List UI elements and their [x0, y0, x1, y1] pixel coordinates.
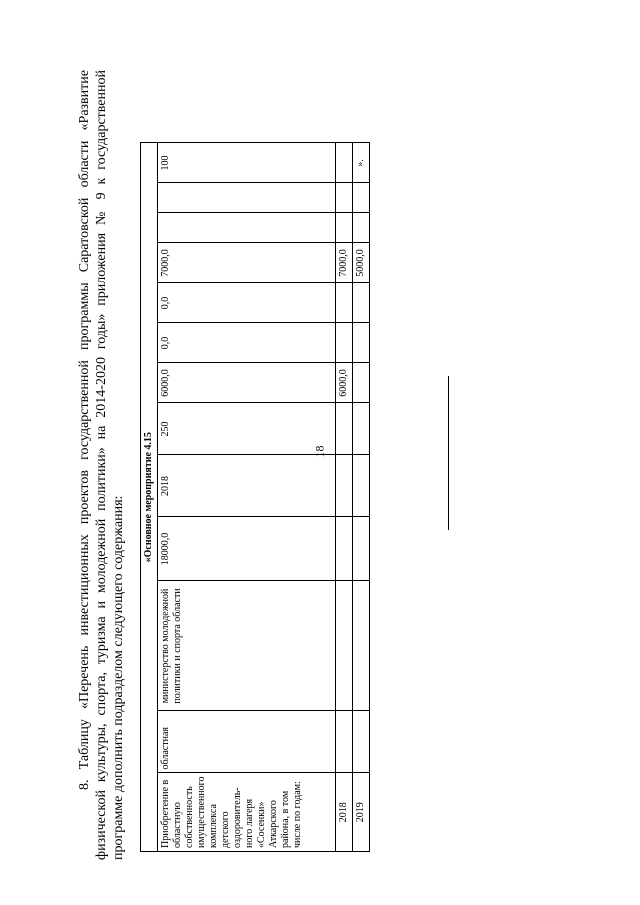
empty-cell [353, 323, 370, 363]
page-number: 18 [312, 445, 327, 458]
value-2019-4: 5000,0 [353, 243, 370, 283]
empty-cell [353, 363, 370, 403]
closing-rule [448, 376, 449, 530]
empty-cell [353, 517, 370, 581]
rotated-content [76, 60, 636, 860]
year-label-2019: 2019 [353, 773, 370, 852]
empty-cell [336, 213, 353, 243]
empty-cell [336, 455, 353, 517]
empty-cell [336, 517, 353, 581]
table-row-main [158, 143, 336, 852]
empty-cell [353, 283, 370, 323]
empty-cell [336, 283, 353, 323]
value-2018-7 [336, 143, 353, 183]
project-name-cell: Приобретение в областную собственность имущественного комплекса детского оздоровитель-ного лагеря «Сосенки» Аткарского района, в том числе по годам: [158, 773, 336, 852]
value-cell-6 [158, 183, 336, 213]
capacity-cell: 250 [158, 403, 336, 455]
empty-cell [353, 403, 370, 455]
empty-cell [336, 183, 353, 213]
empty-cell [353, 213, 370, 243]
intro-paragraph [76, 70, 127, 860]
table-row-2019 [353, 143, 370, 852]
table-section-row [141, 143, 158, 852]
value-cell-5 [158, 213, 336, 243]
empty-cell [353, 183, 370, 213]
empty-cell [353, 581, 370, 711]
executor-cell: министерство молодежной политики и спорта области [158, 581, 336, 711]
empty-cell [336, 403, 353, 455]
empty-cell [353, 455, 370, 517]
empty-cell [353, 711, 370, 773]
value-2018-1: 6000,0 [336, 363, 353, 403]
empty-cell [336, 711, 353, 773]
year-cell: 2018 [158, 455, 336, 517]
value-2019-7: ». [353, 143, 370, 183]
section-title: «Основное мероприятие 4.15 [141, 143, 158, 852]
value-cell-3: 0,0 [158, 283, 336, 323]
empty-cell [336, 323, 353, 363]
table-row-2018 [336, 143, 353, 852]
intro-text: 8. Таблицу «Перечень инвестиционных проектов государственной программы Саратовской области «Развитие физической культуры, спорта, туризма и молодежной политики» на 2014-2020 годы» приложения № 9 к государственной программе дополнить подразделом следующего содержания: [77, 70, 126, 860]
value-cell-4: 7000,0 [158, 243, 336, 283]
total-cell: 18000,0 [158, 517, 336, 581]
value-2018-4: 7000,0 [336, 243, 353, 283]
budget-cell: областная [158, 711, 336, 773]
empty-cell [336, 581, 353, 711]
value-cell-1: 6000,0 [158, 363, 336, 403]
investment-projects-table [140, 142, 370, 852]
value-cell-2: 0,0 [158, 323, 336, 363]
value-cell-7: 100 [158, 143, 336, 183]
year-label-2018: 2018 [336, 773, 353, 852]
